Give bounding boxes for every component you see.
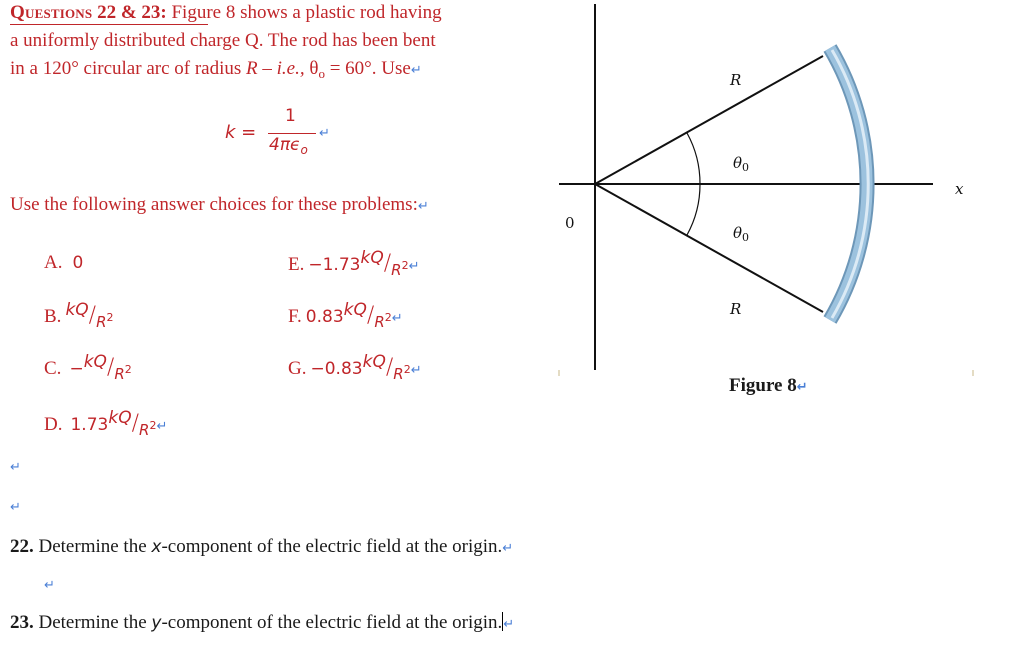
header-line-3-c: = 60°. Use: [324, 58, 411, 79]
choice-d-slash: /: [131, 411, 139, 436]
figure-caption-text: Figure 8: [729, 375, 797, 396]
paragraph-mark-icon: ↵: [410, 363, 422, 378]
choice-f-letter: F.: [288, 306, 302, 327]
paragraph-mark-icon: ↵: [796, 380, 808, 395]
choice-e-prefix: −1.73: [308, 255, 361, 275]
problem-23: [10, 612, 514, 634]
paragraph-mark-icon: ↵: [503, 617, 515, 632]
k-formula-lhs: k =: [225, 122, 257, 143]
label-theta-top: $\theta_0$: [733, 154, 750, 174]
choice-d-numerator: kQ: [108, 408, 132, 428]
angle-arc-top: [687, 133, 700, 184]
choice-b-slash: /: [88, 303, 97, 328]
angle-arc-bottom: [687, 184, 700, 235]
choice-b-numerator: kQ: [65, 300, 89, 320]
problem-22-number: 22.: [10, 536, 34, 557]
choice-d-denominator: $R^2$: [139, 419, 157, 439]
problem-22-text-b: -component of the electric field at the origin.: [161, 536, 503, 557]
choice-c-slash: /: [106, 355, 115, 380]
choice-c: [44, 352, 132, 383]
choice-g-letter: G.: [288, 358, 307, 379]
choice-e: [288, 248, 420, 279]
choice-g-prefix: −0.83: [310, 359, 363, 379]
choice-a-letter: A.: [44, 252, 63, 273]
choice-e-slash: /: [383, 251, 392, 276]
choice-c-numerator: kQ: [83, 352, 107, 372]
problem-22-variable: x: [151, 537, 162, 557]
paragraph-mark-icon: ↵: [156, 419, 168, 434]
choice-b-letter: B.: [44, 306, 62, 327]
choice-g-numerator: kQ: [362, 352, 386, 372]
choice-a: [44, 252, 83, 274]
k-formula-fraction-bar: [268, 133, 316, 134]
radius-symbol: R: [246, 58, 258, 79]
choice-f-denominator: $R^2$: [374, 311, 392, 331]
problem-23-text-b: -component of the electric field at the origin.: [161, 612, 503, 633]
label-theta-bottom: $\theta_0$: [733, 224, 750, 244]
choice-a-value: 0: [72, 253, 84, 273]
choice-d-prefix: 1.73: [70, 415, 109, 435]
choice-f-slash: /: [366, 303, 375, 328]
choice-c-letter: C.: [44, 358, 62, 379]
question-numbers: 22 & 23:: [97, 2, 167, 23]
radius-line-bottom: [595, 184, 823, 312]
choice-f-prefix: 0.83: [305, 307, 344, 327]
header-line-3-b: –: [257, 58, 277, 79]
paragraph-mark-icon: ↵: [391, 311, 403, 326]
choice-f-numerator: kQ: [343, 300, 367, 320]
k-formula-numerator: 1: [285, 106, 296, 126]
header-underline: [10, 24, 208, 25]
label-r-bottom: R: [730, 300, 742, 318]
choice-g: [288, 352, 422, 383]
choice-e-denominator: $R^2$: [391, 259, 409, 279]
question-header-line-1: [10, 0, 442, 26]
paragraph-mark-icon: ↵: [319, 126, 330, 141]
theta-symbol: θ: [304, 58, 319, 79]
problem-23-text-a: Determine the: [33, 612, 152, 633]
ie-text: i.e.,: [276, 58, 305, 79]
choice-g-slash: /: [385, 355, 394, 380]
problem-22-text-a: Determine the: [33, 536, 152, 557]
k-formula-denominator: $4\pi\epsilon_o$: [269, 135, 308, 157]
choice-d-letter: D.: [44, 414, 63, 435]
instructions-label: Use the following answer choices for these problems:: [10, 194, 418, 215]
choice-c-prefix: −: [69, 359, 84, 379]
paragraph-mark-icon: ↵: [44, 578, 55, 593]
theta-subscript: o: [318, 66, 325, 81]
paragraph-mark-icon: ↵: [10, 460, 21, 475]
paragraph-mark-icon: ↵: [417, 199, 429, 214]
k-formula: [225, 104, 365, 164]
figure-8-diagram: [555, 0, 1024, 380]
radius-line-top: [595, 56, 823, 184]
label-r-top: R: [730, 71, 742, 89]
header-line-1-text: Figure 8 shows a plastic rod having: [171, 2, 442, 23]
choice-e-numerator: kQ: [360, 248, 384, 268]
instructions-text: [10, 192, 429, 220]
label-x-axis: x: [955, 180, 964, 198]
questions-label: Questions: [10, 2, 93, 23]
question-header-line-3: [10, 56, 422, 87]
problem-23-number: 23.: [10, 612, 34, 633]
paragraph-mark-icon: ↵: [10, 500, 21, 515]
paragraph-mark-icon: ↵: [408, 259, 420, 274]
paragraph-mark-icon: ↵: [410, 63, 422, 78]
header-line-2-text: a uniformly distributed charge Q. The rod has been bent: [10, 30, 436, 51]
question-header-line-2: [10, 28, 436, 54]
problem-23-variable: y: [151, 613, 162, 633]
choice-f: [288, 300, 403, 331]
choice-d: [44, 408, 168, 439]
problem-22: [10, 536, 513, 558]
choice-b: [44, 300, 114, 331]
choice-g-denominator: $R^2$: [393, 363, 411, 383]
choice-b-denominator: $R^2$: [96, 311, 114, 331]
figure-caption: [729, 375, 808, 397]
header-line-3-a: in a 120° circular arc of radius: [10, 58, 247, 79]
label-origin: 0: [565, 214, 575, 232]
choice-e-letter: E.: [288, 254, 305, 275]
paragraph-mark-icon: ↵: [502, 541, 514, 556]
choice-c-denominator: $R^2$: [114, 363, 132, 383]
